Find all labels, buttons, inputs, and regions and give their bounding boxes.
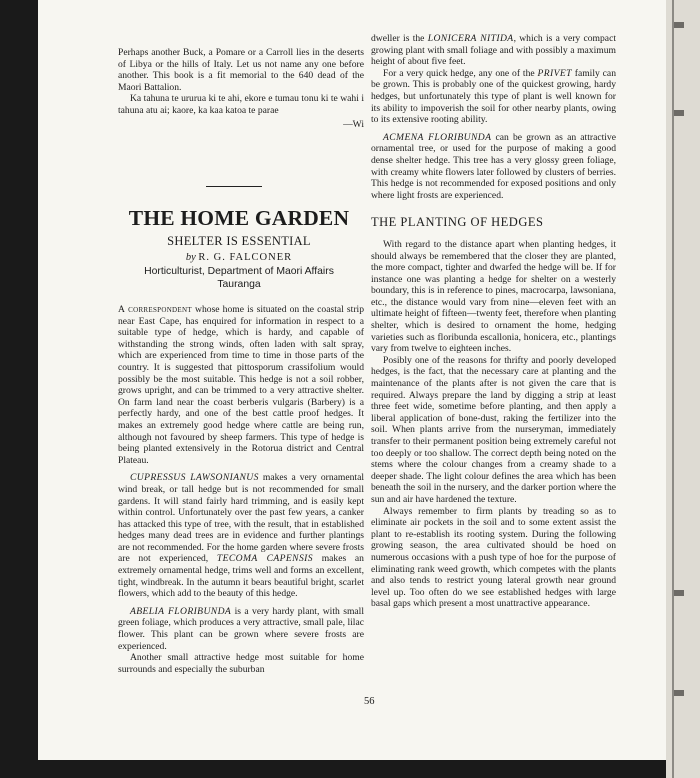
byline (116, 252, 362, 263)
author-name: R. G. FALCONER (198, 252, 293, 263)
paragraph-text: whose home is situated on the coastal strip near East Cape, has enquired for information in respect to a suitable type of hedge, which is hardy, and capable of withstanding the strong winds, often laden with salt spray, which are experienced from time to time in those parts of the country. It is suggested that pittosporum crassifolium would possibly be the most suitable. This hedge is not a soil robber, grows upright, and can be trimmed to a very attractive shelter. On farm land near the coast berberis vulgaris (Barbery) is a perfectly hardy, and one of the best cattle proof hedges. It makes an extremely good hedge where cattle are being run, although not favoured by sheep farmers. This type of hedge is being planted extensively in the Rotorua district and Central Plateau. (118, 304, 364, 466)
affiliation-location: Tauranga (217, 278, 261, 290)
plant-name: PRIVET (537, 67, 572, 79)
paragraph-text: dweller is the (371, 33, 428, 44)
section-divider (206, 186, 262, 187)
binding-staple (674, 22, 684, 28)
author-affiliation (116, 266, 362, 291)
paragraph (371, 132, 616, 202)
page-number: 56 (364, 696, 375, 707)
paragraph-text: family can be grown. This is probably one of the quickest growing, hardy hedges, but unfortunately this type of plant is well known for its ability to impoverish the soil for other nearby plants, owing to its extensive rooting ability. (371, 67, 616, 126)
left-column-body (118, 304, 364, 675)
paragraph (371, 33, 616, 68)
plant-name: ACMENA FLORIBUNDA (383, 131, 492, 143)
intro-text (118, 47, 364, 130)
signature: —Wi (343, 118, 364, 130)
paragraph (371, 68, 616, 126)
paragraph: Posibly one of the reasons for thrifty and poorly developed hedges, is the fact, that the necessary care at planting and the maintenance of the plants after is not given the care that is required. Always prepare the land by digging a strip at least three feet wide, sometime before planting, and then apply a liberal application of bone-dust, raking the fertilizer into the soil. When plants arrive from the nurseryman, immediately transfer to their permanent position being extremely careful not too deeply or too shallow. The correct depth being noted on the stems where the colour changes from a creamy shade to a deeper shade. The light colour defines the area which has been beneath the soil in the nursery, and the darker portion where the sun and air have hardened the texture. (371, 354, 616, 505)
affiliation-title: Horticulturist, Department of Maori Affairs (144, 266, 334, 277)
article-subtitle: SHELTER IS ESSENTIAL (167, 234, 311, 248)
right-column-body (371, 33, 616, 610)
intro-paragraph: Perhaps another Buck, a Pomare or a Carroll lies in the deserts of Libya or the hills of Italy. Let us not name any one before another. This book is a fit memorial to the 640 dead of the Maori Battalion. (118, 47, 364, 93)
binding-line (672, 0, 674, 778)
paragraph: With regard to the distance apart when planting hedges, it should always be remembered that the closer they are planted, the more compact, tighter and dwarfed the hedge will be. If for instance one was planting a hedge for shelter on a westerly boundary, this is in reference to pines, macrocarpa, lawsoniana, etc., the distance would vary from nine—eleven feet with an ultimate height of fifteen—twenty feet, therefore when planting shelter, which is desired to ornament the home, hedging varieties such as floribunda escallonia, honicera, etc., plantings vary from twelve to eighteen inches. (371, 238, 616, 355)
paragraph-text: makes a very ornamental wind break, or tall hedge but is not recommended for small gardens. It will stand fairly hard trimming, and is easily kept within control. Unfortunately over the past few years, a canker has attacked this type of tree, with the result, that in established hedges many dead trees are in evidence and further plantings are not recommended. For the home garden where severe frosts are not experienced, (118, 472, 365, 565)
paragraph (118, 472, 364, 600)
paragraph-text: is a very hardy plant, with small green foliage, which produces a very attractive, small pale, lilac flower. This plant can be grown where severe frosts are experienced. (118, 605, 364, 652)
plant-name: CUPRESSUS LAWSONIANUS (130, 472, 259, 484)
paragraph-text: makes an extremely ornamental hedge, trims well and forms an excellent, tight, windbreak. In the autumn it bears beautiful bright, scarlet flowers, which add to the beauty of this hedge. (118, 553, 364, 600)
paragraph (118, 304, 364, 466)
lead-in: A correspondent (118, 304, 192, 315)
paragraph-text: For a very quick hedge, any one of the (383, 67, 538, 79)
paragraph (118, 606, 364, 652)
plant-name: LONICERA NITIDA (427, 33, 514, 44)
paragraph-text: can be grown as an attractive ornamental tree, or used for the purpose of making a good dense shelter hedge. This tree has a very glossy green foliage, with creamy white flowers later followed by clusters of berries. This hedge is not recommended for exposed positions and only where light frosts are experienced. (371, 131, 616, 201)
binding-staple (674, 110, 684, 116)
section-heading: THE PLANTING OF HEDGES (371, 215, 544, 230)
page-binding-edge (666, 0, 700, 778)
article-title: THE HOME GARDEN (128, 206, 350, 230)
paragraph: Always remember to firm plants by treading so as to eliminate air pockets in the soil and to some extent assist the plant to re-establish its rooting system. During the following growing season, the area cultivated should be hoed on numerous occasions with a push type of hoe for the purpose of eliminating rank weed growth, which competes with the plants and also tends to restrict young lateral growth near ground level up. Too often do we see established hedges with large basal gaps which present a most unattractive appearance. (371, 505, 616, 610)
plant-name: TECOMA CAPENSIS (216, 553, 313, 565)
paragraph-text: , which is a very compact growing plant with small foliage and with possibly a maximum height of about five feet. (371, 33, 616, 68)
byline-by: by (185, 252, 196, 263)
plant-name: ABELIA FLORIBUNDA (130, 605, 232, 617)
binding-staple (674, 690, 684, 696)
binding-staple (674, 590, 684, 596)
paragraph: Another small attractive hedge most suitable for home surrounds and especially the suburban (118, 652, 364, 675)
maori-proverb: Ka tahuna te ururua ki te ahi, ekore e tumau tonu ki te wahi i tahuna atu ai; kaore, ka kaa katoa te parae (118, 93, 364, 116)
